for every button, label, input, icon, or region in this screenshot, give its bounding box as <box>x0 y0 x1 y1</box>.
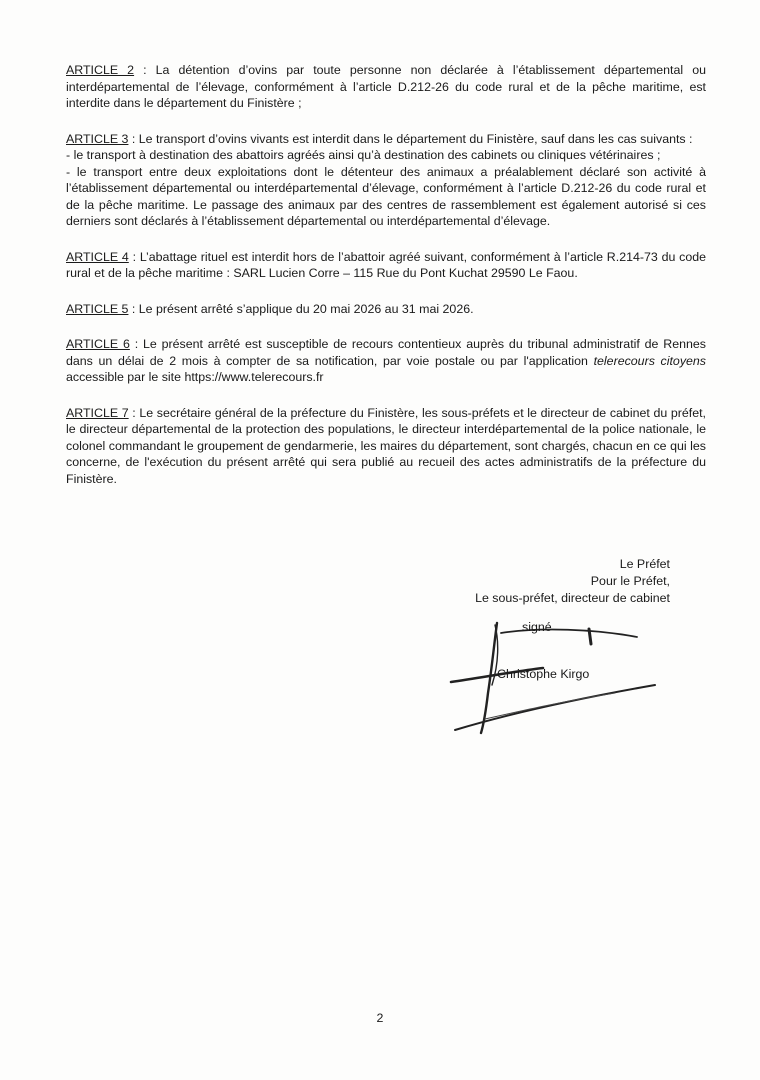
signatory-role: Le sous-préfet, directeur de cabinet <box>475 591 670 605</box>
article-5-text: : Le présent arrêté s’applique du 20 mai 2026 au 31 mai 2026. <box>128 301 474 316</box>
article-5 <box>66 301 706 318</box>
article-2-label: ARTICLE 2 <box>66 63 135 77</box>
article-2 <box>66 62 706 112</box>
article-6-text-end: accessible par le site https://www.telerecours.fr <box>66 370 324 384</box>
telerecours-app-name: telerecours citoyens <box>593 353 706 368</box>
article-4-text: : L’abattage rituel est interdit hors de l’abattoir agréé suivant, conformément à l’article R.214-73 du code rural et de la pêche maritime : SARL Lucien Corre – 115 Rue du Pont Kuchat 29590 Le Faou. <box>66 249 707 280</box>
article-4-label: ARTICLE 4 <box>66 249 129 264</box>
signature-block <box>420 556 670 607</box>
article-3-item-1: - le transport à destination des abattoirs agréés ainsi qu’à destination des cabinets ou cliniques vétérinaires ; <box>66 148 661 162</box>
signatory-delegation: Pour le Préfet, <box>590 574 670 588</box>
article-7-text: : Le secrétaire général de la préfecture du Finistère, les sous-préfets et le directeur de cabinet du préfet, le directeur départemental de la protection des populations, le directeur interdépartemental de la police nationale, le colonel commandant le groupement de gendarmerie, les maires du département, sont chargés, chacun en ce qui les concerne, de l'exécution du présent arrêté qui sera publié au recueil des actes administratifs de la préfecture du Finistère. <box>66 405 706 486</box>
article-3 <box>66 131 706 230</box>
article-7-paragraph <box>66 405 706 488</box>
article-5-paragraph <box>66 301 706 318</box>
signatory-title: Le Préfet <box>619 557 670 571</box>
article-4-paragraph <box>66 249 706 282</box>
page-number: 2 <box>376 1011 384 1025</box>
document-body <box>66 62 706 506</box>
article-4 <box>66 249 706 282</box>
signatory-name: Christophe Kirgo <box>497 667 590 681</box>
article-3-label: ARTICLE 3 <box>66 131 129 146</box>
article-6-label: ARTICLE 6 <box>66 337 130 351</box>
article-6-paragraph <box>66 336 706 386</box>
article-6 <box>66 336 706 386</box>
article-6-text: : Le présent arrêté est susceptible de recours contentieux auprès du tribunal administratif de Rennes dans un délai de 2 mois à compter de sa notification, par voie postale ou par l'application <box>66 337 707 368</box>
article-2-text: : La détention d’ovins par toute personne non déclarée à l’établissement départemental ou interdépartemental de l’élevage, conformément à l’article D.212-26 du code rural et de la pêche maritime, est interdite dans le département du Finistère ; <box>66 63 707 110</box>
article-7-label: ARTICLE 7 <box>66 405 129 420</box>
article-3-text: : Le transport d’ovins vivants est interdit dans le département du Finistère, sauf dans les cas suivants : <box>128 131 693 146</box>
article-2-paragraph <box>66 62 706 112</box>
article-3-paragraph <box>66 131 706 148</box>
article-5-label: ARTICLE 5 <box>66 301 129 316</box>
signed-mention: signé <box>522 620 552 634</box>
article-3-item-2: - le transport entre deux exploitations dont le détenteur des animaux a préalablement déclaré son activité à l’établissement départemental ou interdépartemental d’élevage, conformément à l’article D.212-26 du code rural et de la pêche maritime. Le passage des animaux par des centres de rassemblement est également autorisé si ces derniers sont déclarés à l’établissement départemental ou interdépartemental d’élevage. <box>66 164 706 228</box>
article-7 <box>66 405 706 488</box>
